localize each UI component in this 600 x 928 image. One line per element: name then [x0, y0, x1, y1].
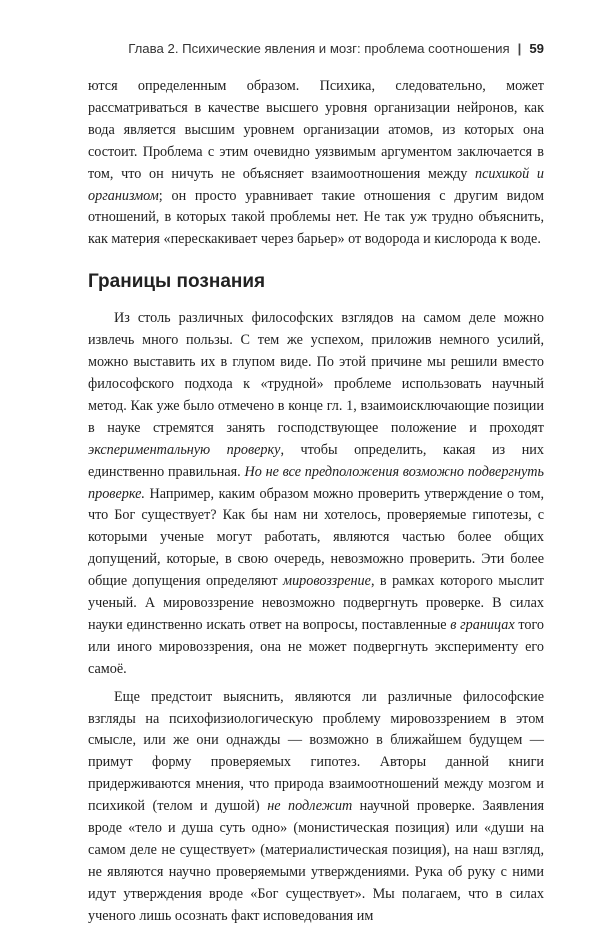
paragraph-2: Из столь различных философских взглядов на самом деле можно извлечь много пользы. С тем же успехом, приложив немного усилий, можно выставить их в глупом виде. По этой причине мы решили вместо философского подхода к «трудной» проблеме использовать научный метод. Как уже было отмечено в конце гл. 1, взаимоисключающие позиции в науке стремятся занять господствующее положение и проходят экспериментальную проверку, чтобы определить, какая из них единственно правильная. Но не все предположения возможно подвергнуть проверке. Например, каким образом можно проверить утверждение о том, что Бог существует? Как бы нам ни хотелось, проверяемые гипотезы, с которыми ученые могут работать, являются частью более общих допущений, которые, в свою очередь, невозможно проверить. Эти более общие допущения определяют мировоззрение, в рамках которого мыслит ученый. А мировоззрение невозможно подвергнуть проверке. В силах науки единственно искать ответ на вопросы, поставленные в границах того или иного мировоззрения, она не может подвергнуть эксперименту его самоё.: [88, 310, 545, 677]
paragraph-3: Еще предстоит выяснить, являются ли различные философские взгляды на психофизиологическую проблему мировоззрением в этом смысле, или же они однажды — возможно в ближайшем будущем — примут форму проверяемых гипотез. Авторы данной книги придерживаются мнения, что природа взаимоотношений между мозгом и психикой (телом и душой) не подлежит научной проверке. Заявления вроде «тело и душа суть одно» (монистическая позиция) или «души на самом деле не существует» (материалистическая позиция), на наш взгляд, не являются научно проверяемыми утверждениями. Рука об руку с ними идут утверждения вроде «Бог существует». Мы полагаем, что в силах ученого лишь осознать факт исповедования им: [88, 688, 544, 924]
emphasis: в границах: [450, 616, 515, 633]
page-number: 59: [529, 41, 544, 56]
emphasis: экспериментальную проверку: [88, 441, 281, 458]
section-heading: Границы познания: [88, 271, 266, 293]
paragraph-1: ются определенным образом. Психика, следовательно, может рассматриваться в качестве высшего уровня организации нейронов, как вода является высшим уровнем организации атомов, из которых она состоит. Проблема с этим очевидно уязвимым аргументом заключается в том, что он ничуть не объясняет взаимоотношения между психикой и организмом; он просто уравнивает такие отношения с другим видом отношений, в которых такой проблемы нет. Не так уж трудно объяснить, как материя «перескакивает через барьер» от водорода и кислорода к воде.: [88, 78, 544, 248]
page-body: [88, 76, 544, 928]
emphasis: мировоззрение: [283, 573, 371, 590]
chapter-title: Глава 2. Психические явления и мозг: проблема соотношения: [128, 41, 510, 56]
header-separator: |: [517, 41, 522, 56]
running-header: [128, 41, 544, 56]
emphasis: Но не все предположения возможно подвергнуть проверке.: [88, 463, 545, 502]
emphasis: не подлежит: [267, 798, 353, 815]
emphasis: психикой и организмом: [88, 165, 544, 204]
